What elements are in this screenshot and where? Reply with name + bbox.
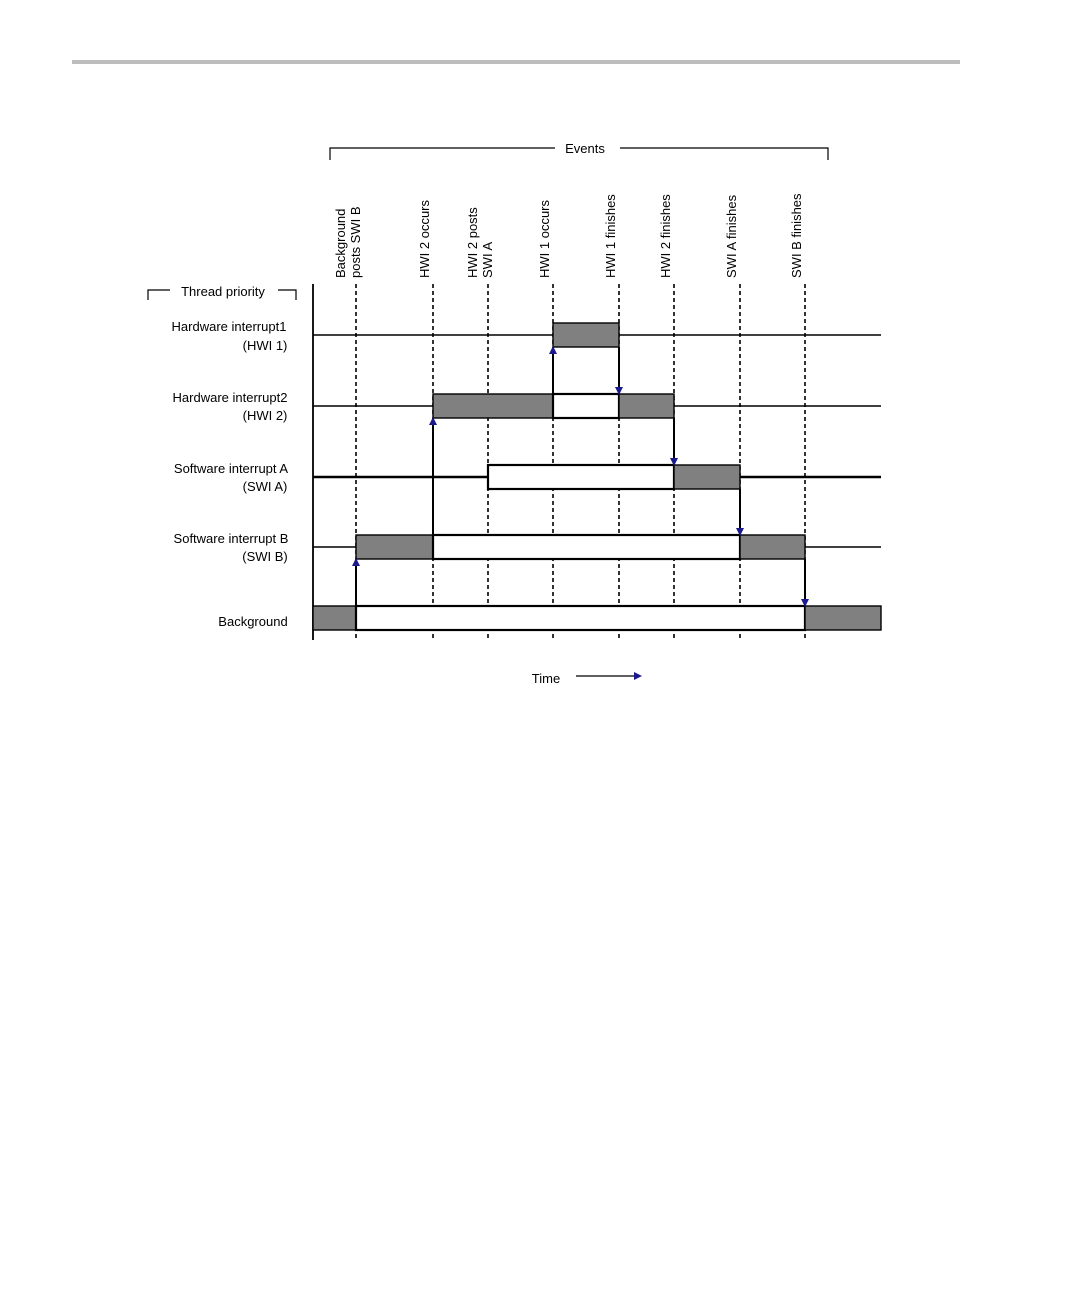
preempted-segment [433,535,740,559]
event-label [417,199,432,278]
event-label-line: HWI 2 posts [465,207,480,278]
event-label-line: HWI 2 finishes [658,194,673,278]
priority-bracket-right [278,290,296,300]
running-segment [433,394,553,418]
event-label-line: Background [333,208,348,278]
time-label: Time [531,671,561,686]
running-segment [356,535,433,559]
timeline-layer [313,193,881,641]
preempted-segment [553,394,619,418]
thread-label-hwi1-abbr: (HWI 1) [242,338,288,353]
event-label [724,194,739,278]
running-segment [619,394,674,418]
running-segment [553,323,619,347]
running-segment [674,465,740,489]
priority-bracket-left [148,290,170,300]
thread-label-hwi2-name: Hardware interrupt2 [172,390,288,405]
events-bracket-right [620,148,828,160]
event-label [789,193,804,278]
event-label-line: SWI B finishes [789,193,804,278]
event-label-line: HWI 1 finishes [603,194,618,278]
event-label [537,199,552,278]
thread-label-swib-name: Software interrupt B [173,531,289,546]
thread-label-swia-name: Software interrupt A [173,461,289,476]
events-bracket-left [330,148,555,160]
running-segment [805,606,881,630]
thread-label-swia-abbr: (SWI A) [242,479,288,494]
thread-label-hwi1-name: Hardware interrupt1 [171,319,287,334]
event-label-line: posts SWI B [348,206,363,278]
event-label [465,207,495,278]
event-label-line: SWI A finishes [724,194,739,278]
thread-label-hwi2-abbr: (HWI 2) [242,408,288,423]
preempted-segment [488,465,674,489]
event-label-line: SWI A [480,241,495,278]
event-label [658,194,673,278]
running-segment [740,535,805,559]
preempted-segment [356,606,805,630]
events-header: Events [565,141,605,156]
thread-label-background: Background [218,614,288,629]
events-bracket [330,141,828,160]
time-arrow-head [634,672,642,680]
event-label-line: HWI 1 occurs [537,199,552,278]
time-axis-label [532,671,642,686]
thread-label-swib-abbr: (SWI B) [242,549,288,564]
running-segment [313,606,356,630]
event-label-line: HWI 2 occurs [417,199,432,278]
event-label [603,194,618,278]
thread-priority-header: Thread priority [181,284,265,299]
thread-priority-bracket [148,284,296,300]
thread-labels [172,319,289,629]
event-label [333,206,363,278]
